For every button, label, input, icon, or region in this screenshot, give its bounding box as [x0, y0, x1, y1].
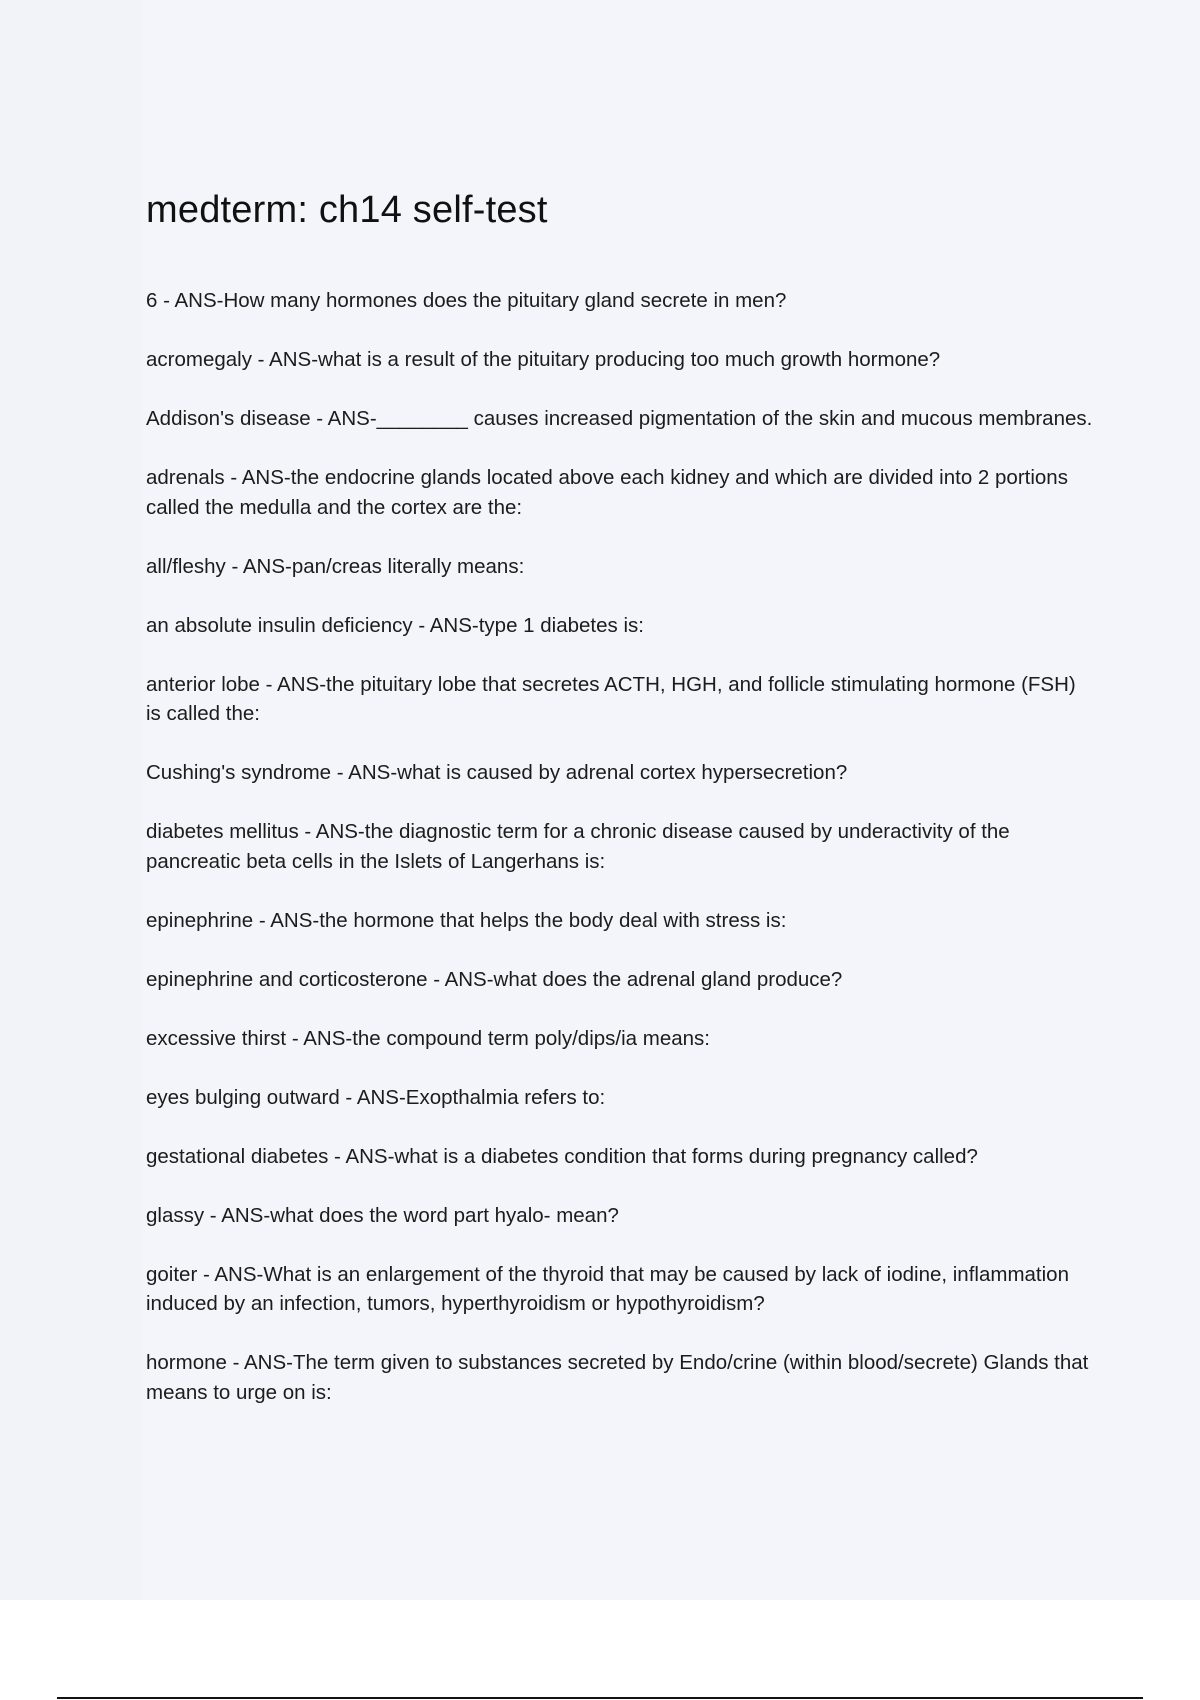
qa-item: hormone - ANS-The term given to substances secreted by Endo/crine (within blood/secrete) Glands that means to urge on is:: [146, 1351, 1089, 1404]
qa-item: glassy - ANS-what does the word part hyalo- mean?: [146, 1203, 619, 1227]
qa-item: eyes bulging outward - ANS-Exopthalmia refers to:: [146, 1085, 606, 1109]
page-title: medterm: ch14 self-test: [146, 189, 548, 231]
qa-item: Cushing's syndrome - ANS-what is caused by adrenal cortex hypersecretion?: [146, 761, 848, 784]
qa-item: anterior lobe - ANS-the pituitary lobe that secretes ACTH, HGH, and follicle stimulating hormone (FSH) is called the:: [146, 672, 1076, 725]
qa-item: Addison's disease - ANS-________ causes increased pigmentation of the skin and mucous membranes.: [146, 407, 1093, 430]
qa-item: diabetes mellitus - ANS-the diagnostic term for a chronic disease caused by underactivity of the pancreatic beta cells in the Islets of Langerhans is:: [146, 820, 1010, 873]
qa-item: epinephrine and corticosterone - ANS-what does the adrenal gland produce?: [146, 967, 843, 991]
qa-item: 6 - ANS-How many hormones does the pituitary gland secrete in men?: [146, 289, 787, 312]
qa-item: all/fleshy - ANS-pan/creas literally means:: [146, 554, 525, 578]
qa-item: excessive thirst - ANS-the compound term poly/dips/ia means:: [146, 1026, 710, 1050]
qa-list: [146, 286, 1096, 1407]
qa-item: an absolute insulin deficiency - ANS-type 1 diabetes is:: [146, 613, 644, 637]
page-margin-shade: [0, 0, 142, 1600]
qa-item: acromegaly - ANS-what is a result of the pituitary producing too much growth hormone?: [146, 348, 941, 371]
qa-item: epinephrine - ANS-the hormone that helps the body deal with stress is:: [146, 908, 787, 932]
footer-divider: [57, 1697, 1143, 1699]
document-body: [146, 186, 1096, 1437]
qa-item: gestational diabetes - ANS-what is a diabetes condition that forms during pregnancy called?: [146, 1144, 978, 1168]
qa-item: adrenals - ANS-the endocrine glands located above each kidney and which are divided into 2 portions called the medulla and the cortex are the:: [146, 466, 1068, 519]
qa-item: goiter - ANS-What is an enlargement of the thyroid that may be caused by lack of iodine, inflammation induced by an infection, tumors, hyperthyroidism or hypothyroidism?: [146, 1262, 1069, 1315]
